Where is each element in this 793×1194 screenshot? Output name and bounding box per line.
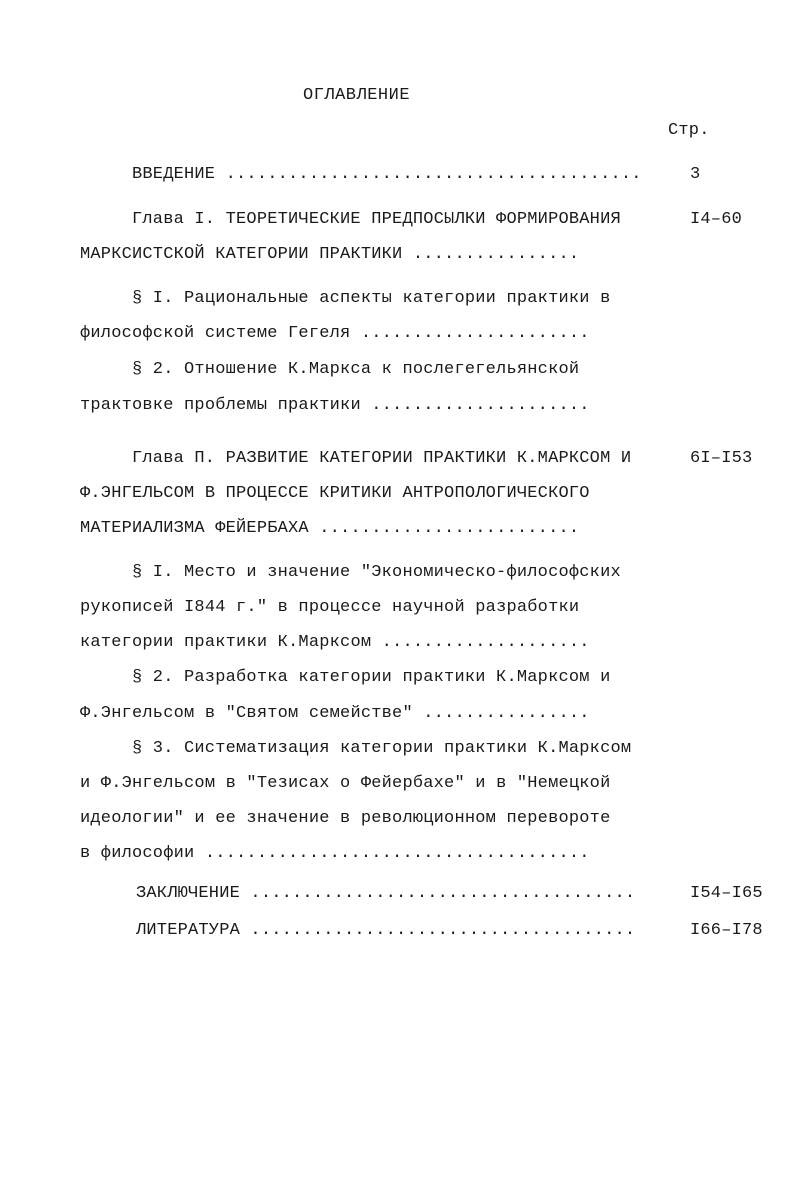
- toc-line: § I. Место и значение "Экономическо-философских: [132, 563, 621, 582]
- toc-line: категории практики К.Марксом ....................: [80, 633, 590, 652]
- toc-line: ЛИТЕРАТУРА .....................................: [136, 921, 636, 940]
- toc-line: § 2. Разработка категории практики К.Марксом и: [132, 668, 611, 687]
- toc-line: § 2. Отношение К.Маркса к послегегельянской: [132, 360, 580, 379]
- toc-page-number: I54–I65: [690, 884, 763, 903]
- toc-line: рукописей I844 г." в процессе научной разработки: [80, 598, 580, 617]
- toc-line: § I. Рациональные аспекты категории практики в: [132, 289, 611, 308]
- pages-column-label: Стр.: [668, 121, 710, 140]
- toc-page-number: I4–60: [690, 210, 743, 229]
- toc-line: философской системе Гегеля ......................: [80, 324, 590, 343]
- toc-heading: ОГЛАВЛЕНИЕ: [303, 86, 411, 105]
- toc-page-number: 3: [690, 165, 701, 184]
- toc-line: § 3. Систематизация категории практики К.Марксом: [132, 739, 632, 758]
- toc-page-number: 6I–I53: [690, 449, 753, 468]
- toc-line: Ф.ЭНГЕЛЬСОМ В ПРОЦЕССЕ КРИТИКИ АНТРОПОЛОГИЧЕСКОГО: [80, 484, 590, 503]
- toc-line: Ф.Энгельсом в "Святом семействе" ................: [80, 704, 590, 723]
- toc-line: трактовке проблемы практики .....................: [80, 396, 590, 415]
- toc-line: идеологии" и ее значение в революционном перевороте: [80, 809, 611, 828]
- toc-line: МАТЕРИАЛИЗМА ФЕЙЕРБАХА .........................: [80, 519, 580, 538]
- toc-line: ВВЕДЕНИЕ ........................................: [132, 165, 642, 184]
- toc-line: МАРКСИСТСКОЙ КАТЕГОРИИ ПРАКТИКИ ................: [80, 245, 580, 264]
- toc-line: в философии .....................................: [80, 844, 590, 863]
- toc-line: Глава П. РАЗВИТИЕ КАТЕГОРИИ ПРАКТИКИ К.МАРКСОМ И: [132, 449, 632, 468]
- toc-line: и Ф.Энгельсом в "Тезисах о Фейербахе" и в "Немецкой: [80, 774, 611, 793]
- toc-line: ЗАКЛЮЧЕНИЕ .....................................: [136, 884, 636, 903]
- toc-line: Глава I. ТЕОРЕТИЧЕСКИЕ ПРЕДПОСЫЛКИ ФОРМИРОВАНИЯ: [132, 210, 621, 229]
- toc-page-number: I66–I78: [690, 921, 763, 940]
